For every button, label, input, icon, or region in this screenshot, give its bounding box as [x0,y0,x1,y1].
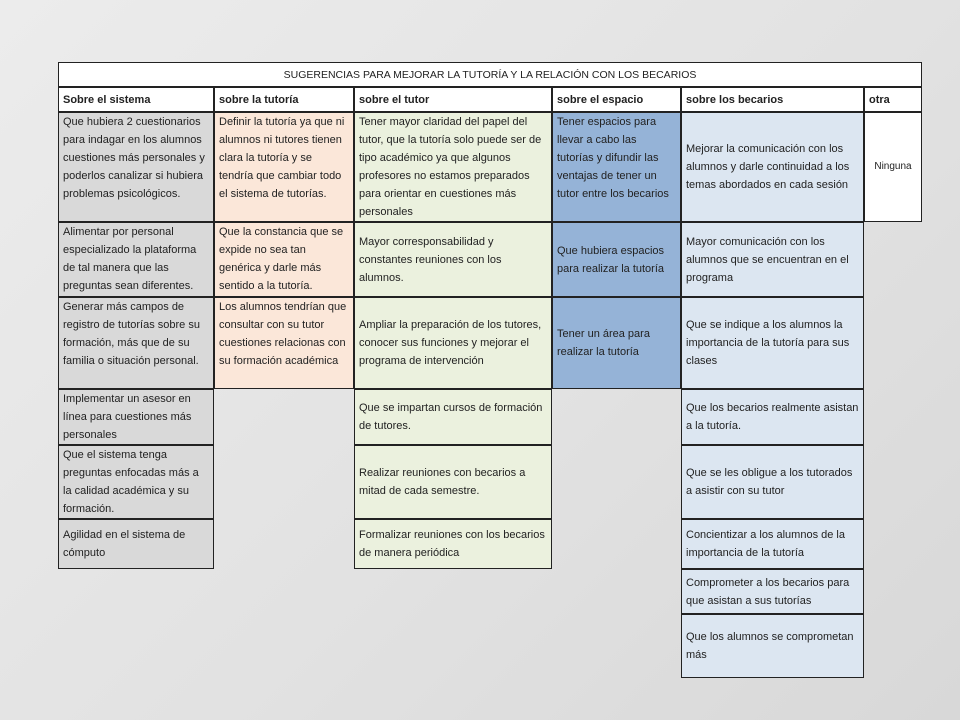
tutoria-cell-3 [214,297,354,389]
sistema-cell-3 [58,297,214,389]
sistema-text-3: Generar más campos de registro de tutorías sobre su formación, más que de su familia o situación personal. [63,301,200,367]
sistema-cell-5 [58,445,214,519]
tutor-cell-4 [354,389,552,445]
sistema-text-1: Que hubiera 2 cuestionarios para indagar en los alumnos cuestiones más personales y poderlos canalizar si hubiera problemas psicológicos. [63,116,205,200]
tutor-cell-3 [354,297,552,389]
becarios-cell-6 [681,519,864,569]
espacio-cell-2 [552,222,681,297]
sistema-cell-1 [58,112,214,222]
tutor-cell-1 [354,112,552,222]
tutor-text-5: Realizar reuniones con becarios a mitad de cada semestre. [359,467,526,497]
header-tutor-label: sobre el tutor [359,93,430,106]
otra-cell-1 [864,112,922,222]
sistema-cell-2 [58,222,214,297]
becarios-cell-4 [681,389,864,445]
becarios-text-8: Que los alumnos se comprometan más [686,631,854,661]
tutor-text-2: Mayor corresponsabilidad y constantes reuniones con los alumnos. [359,235,502,284]
becarios-cell-7 [681,569,864,614]
header-sistema-label: Sobre el sistema [63,93,151,106]
header-becarios-label: sobre los becarios [686,93,784,106]
becarios-text-5: Que se les obligue a los tutorados a asistir con su tutor [686,467,853,497]
header-otra [864,87,922,112]
table-title-text: SUGERENCIAS PARA MEJORAR LA TUTORÍA Y LA RELACIÓN CON LOS BECARIOS [283,68,697,81]
tutoria-cell-1 [214,112,354,222]
header-becarios [681,87,864,112]
tutor-text-1: Tener mayor claridad del papel del tutor, que la tutoría solo puede ser de tipo académico ya que algunos profesores no estamos preparados para orientar en cuestiones más personales [359,116,542,218]
tutor-cell-6 [354,519,552,569]
tutoria-text-2: Que la constancia que se expide no sea tan genérica y darle más sentido a la tutoría. [219,226,344,292]
header-tutoria-label: sobre la tutoría [219,93,299,106]
espacio-text-2: Que hubiera espacios para realizar la tutoría [557,244,665,275]
header-tutor [354,87,552,112]
espacio-cell-3 [552,297,681,389]
header-sistema [58,87,214,112]
espacio-text-1: Tener espacios para llevar a cabo las tutorías y difundir las ventajas de tener un tutor entre los becarios [557,116,669,200]
header-tutoria [214,87,354,112]
tutor-text-4: Que se impartan cursos de formación de tutores. [359,402,543,432]
header-espacio-label: sobre el espacio [557,93,644,106]
tutor-cell-5 [354,445,552,519]
espacio-text-3: Tener un área para realizar la tutoría [557,328,650,358]
tutor-text-3: Ampliar la preparación de los tutores, conocer sus funciones y mejorar el programa de intervención [359,319,542,367]
becarios-text-6: Concientizar a los alumnos de la importancia de la tutoría [686,529,845,559]
becarios-cell-3 [681,297,864,389]
sistema-text-6: Agilidad en el sistema de cómputo [63,529,186,559]
becarios-cell-2 [681,222,864,297]
becarios-text-4: Que los becarios realmente asistan a la tutoría. [686,402,859,432]
otra-text-1: Ninguna [874,161,912,172]
becarios-text-2: Mayor comunicación con los alumnos que se encuentran en el programa [686,235,849,284]
sistema-text-4: Implementar un asesor en línea para cuestiones más personales [63,393,192,441]
tutoria-text-3: Los alumnos tendrían que consultar con su tutor cuestiones relacionas con su formación académica [219,301,347,367]
tutoria-text-1: Definir la tutoría ya que ni alumnos ni tutores tienen clara la tutoría y se tendría que cambiar todo el sistema de tutorías. [219,116,345,200]
table-title [58,62,922,87]
tutor-cell-2 [354,222,552,297]
becarios-text-3: Que se indique a los alumnos la importancia de la tutoría para sus clases [686,319,850,367]
becarios-text-7: Comprometer a los becarios para que asistan a sus tutorías [686,576,850,607]
header-otra-label: otra [869,93,890,106]
tutoria-cell-2 [214,222,354,297]
becarios-cell-8 [681,614,864,678]
becarios-cell-5 [681,445,864,519]
becarios-text-1: Mejorar la comunicación con los alumnos y darle continuidad a los temas abordados en cada sesión [686,143,850,191]
tutor-text-6: Formalizar reuniones con los becarios de manera periódica [359,529,545,559]
sistema-cell-4 [58,389,214,445]
sistema-text-2: Alimentar por personal especializado la plataforma de tal manera que las preguntas sean diferentes. [63,226,197,292]
espacio-cell-1 [552,112,681,222]
becarios-cell-1 [681,112,864,222]
sistema-cell-6 [58,519,214,569]
sistema-text-5: Que el sistema tenga preguntas enfocadas más a la calidad académica y su formación. [63,449,199,515]
header-espacio [552,87,681,112]
